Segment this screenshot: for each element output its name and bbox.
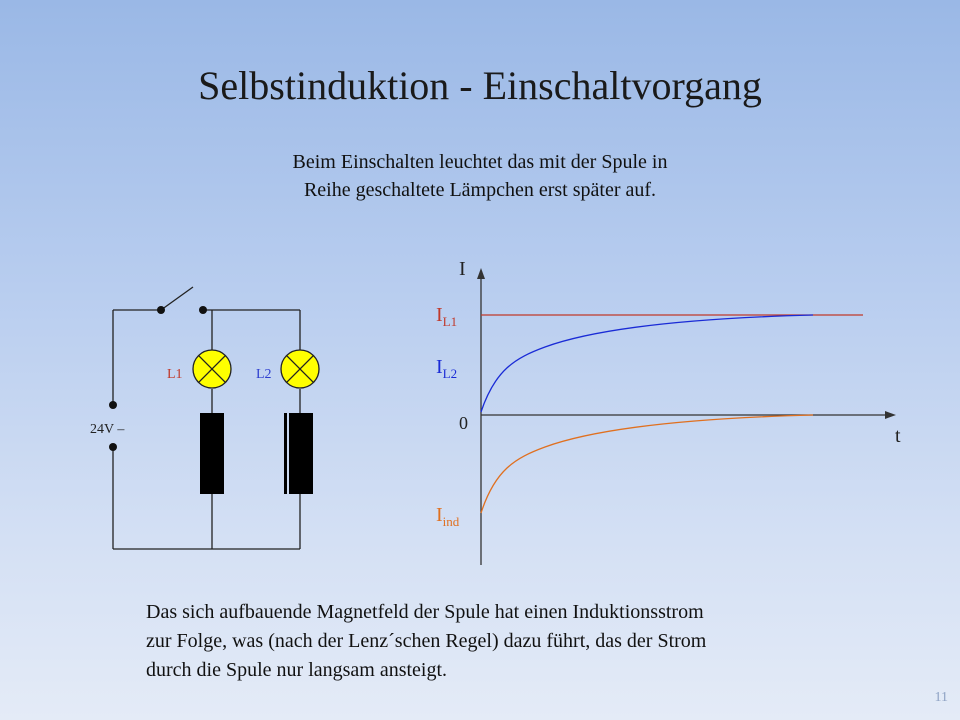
series-label-il2: $I_{L2}$	[436, 356, 458, 381]
source-terminal-bottom	[109, 443, 117, 451]
lamp-1-label: L1	[167, 367, 183, 382]
graph-x-axis-arrow	[885, 411, 896, 419]
lamp-1	[193, 350, 231, 388]
explanation-line: durch die Spule nur langsam ansteigt.	[146, 659, 448, 681]
slide-number: 11	[934, 690, 948, 705]
coil-with-iron-core	[284, 413, 313, 494]
current-graph	[436, 258, 901, 565]
source-terminal-top	[109, 401, 117, 409]
graph-y-axis-arrow	[477, 268, 485, 279]
series-label-iind: $I_{ind}$	[436, 504, 460, 529]
coil-body	[289, 413, 313, 494]
lamp-2	[281, 350, 319, 388]
switch-contact-left	[157, 306, 165, 314]
slide-title: Selbstinduktion - Einschaltvorgang	[198, 63, 762, 108]
curve-il2	[481, 315, 813, 412]
explanation-line: Das sich aufbauende Magnetfeld der Spule hat einen Induktionsstrom	[146, 601, 704, 623]
intro-line: Beim Einschalten leuchtet das mit der Spule in	[292, 151, 668, 173]
switch-contact-right	[199, 306, 207, 314]
explanation-text	[146, 598, 846, 685]
curve-iind	[481, 415, 813, 513]
lamp-2-label: L2	[256, 367, 272, 382]
graph-origin-label: 0	[459, 413, 468, 433]
graph-x-axis-label: t	[895, 425, 901, 447]
series-label-il1: $I_{L1}$	[436, 304, 458, 329]
iron-core-bar	[284, 413, 287, 494]
intro-line: Reihe geschaltete Lämpchen erst später auf.	[303, 179, 657, 201]
source-label: 24V –	[90, 422, 125, 437]
switch-lever[interactable]	[161, 287, 193, 310]
resistor	[200, 413, 224, 494]
graph-y-axis-label: I	[459, 258, 466, 280]
explanation-line: zur Folge, was (nach der Lenz´schen Regel) dazu führt, das der Strom	[146, 630, 707, 652]
